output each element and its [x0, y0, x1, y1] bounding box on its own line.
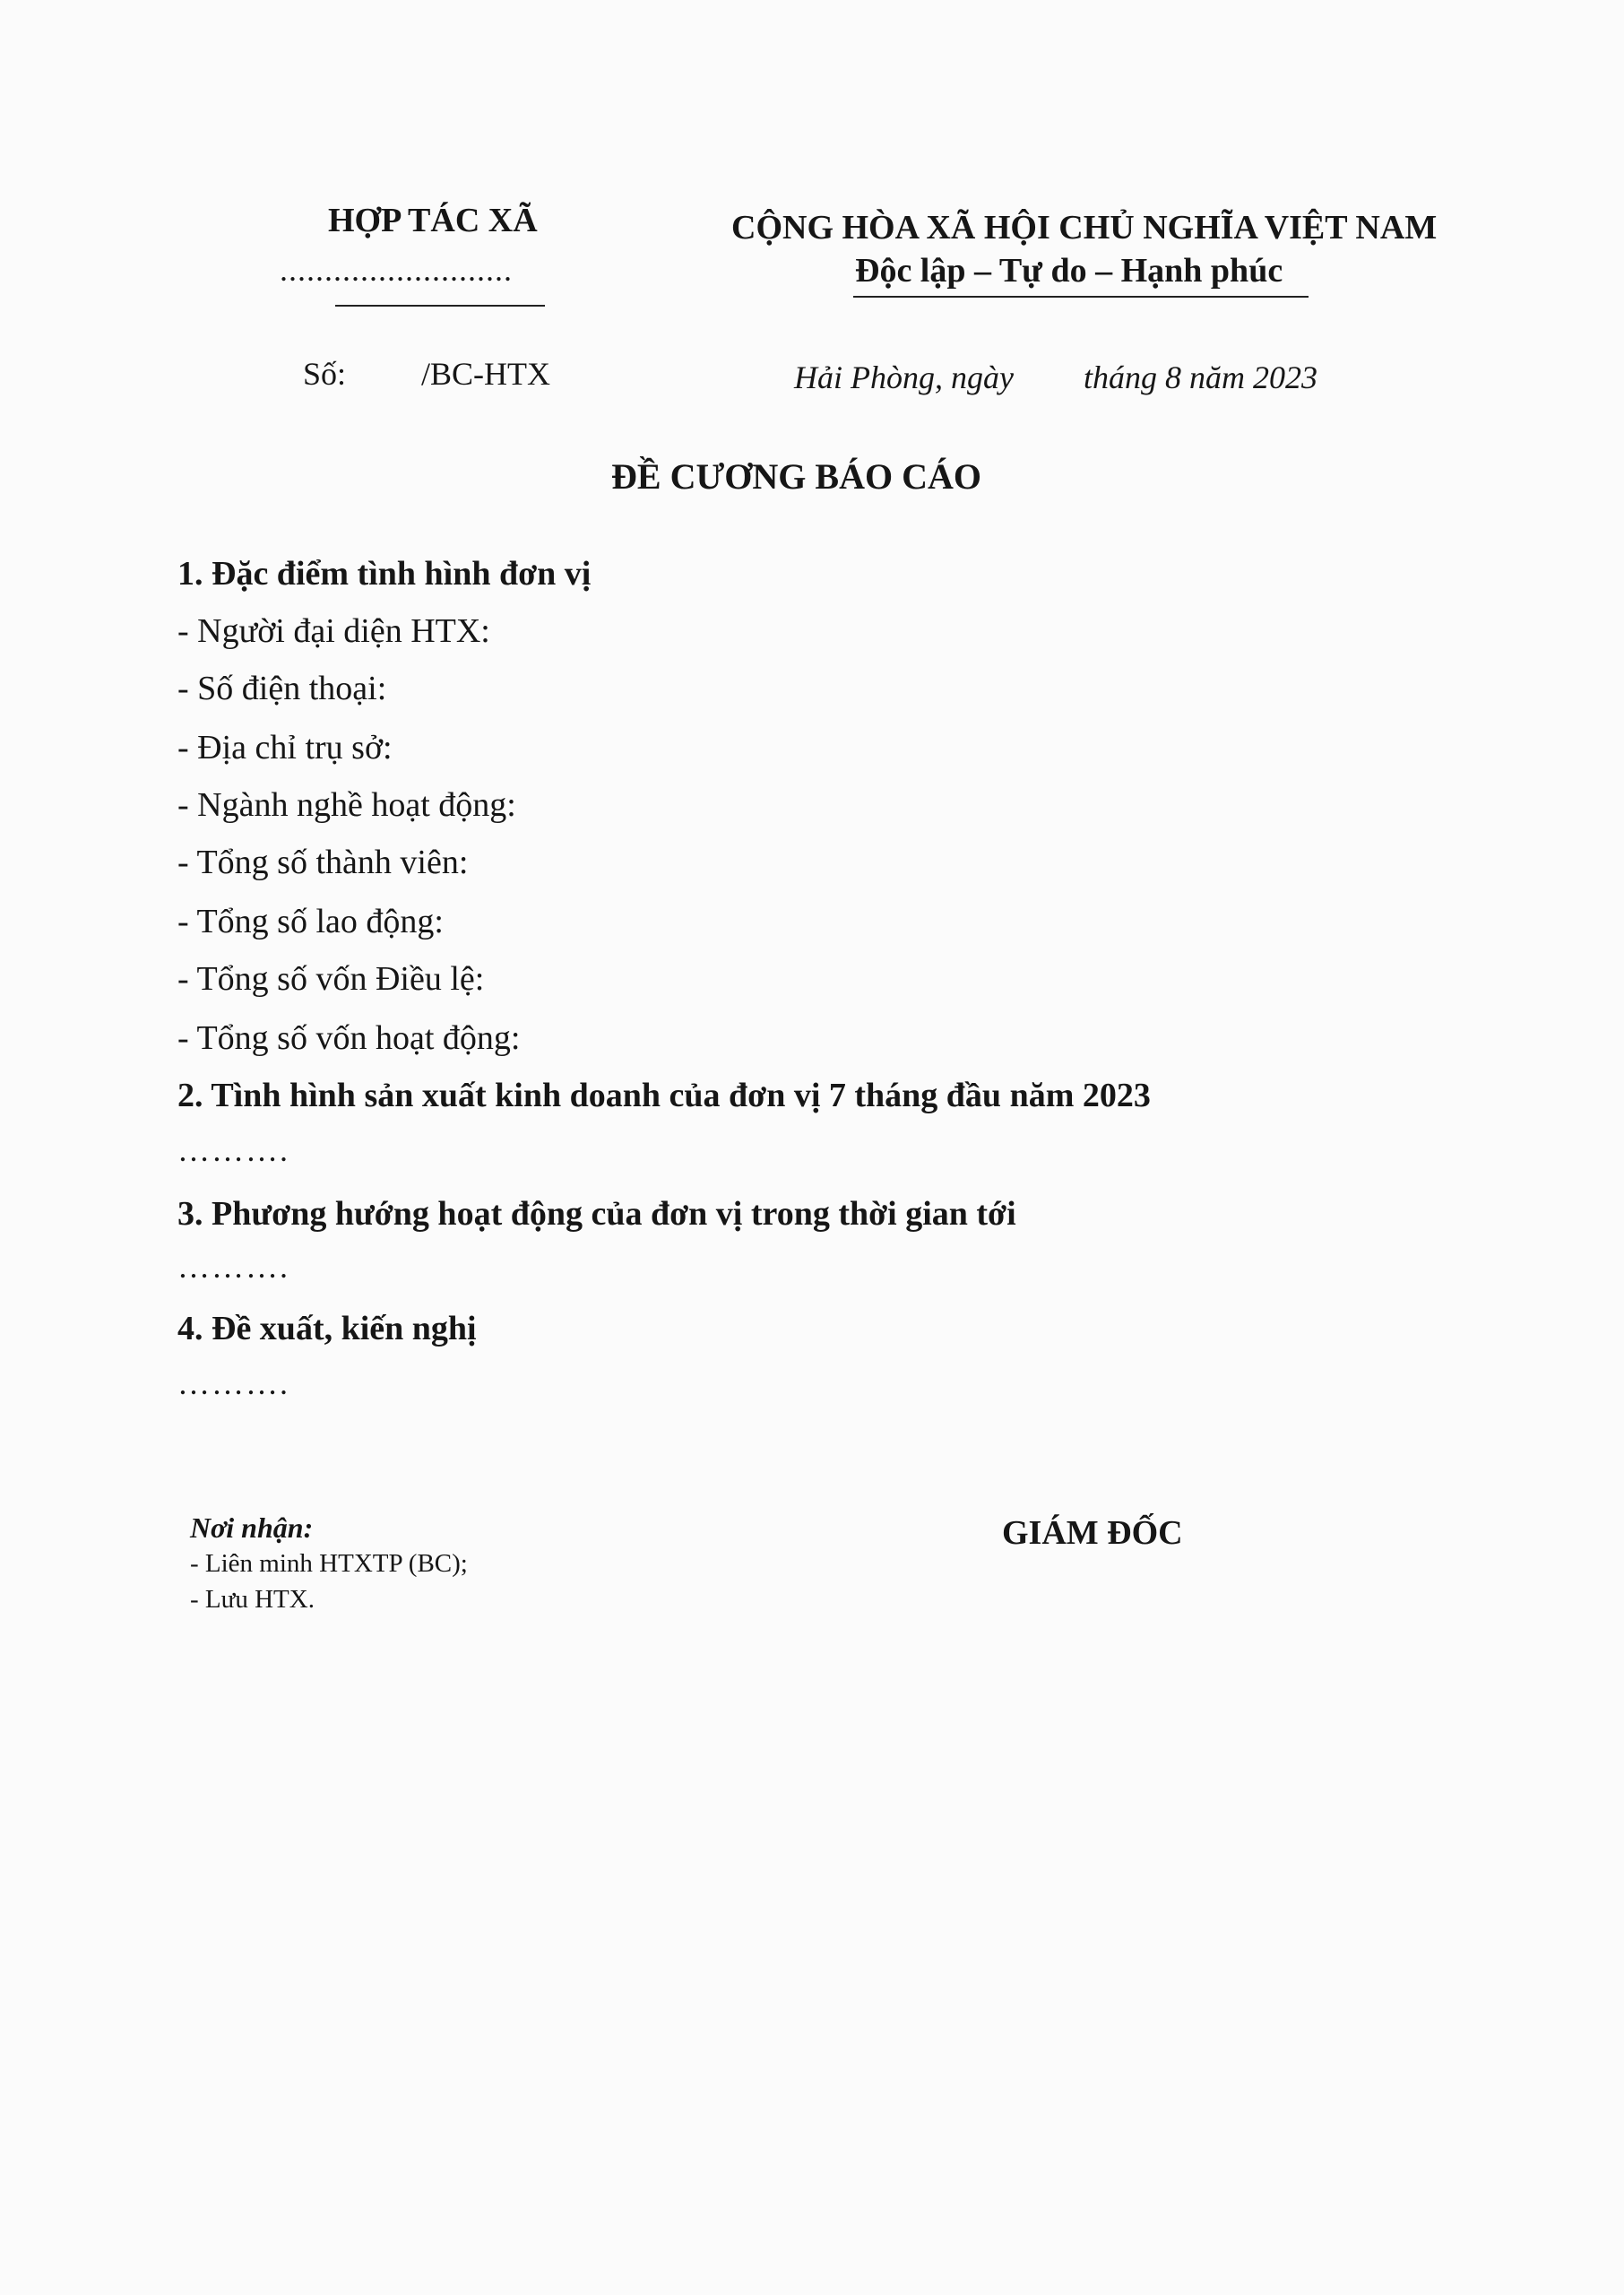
document-date [794, 359, 1317, 396]
list-item: - Tổng số vốn hoạt động: [177, 1019, 521, 1057]
national-motto: Độc lập – Tự do – Hạnh phúc [855, 252, 1283, 290]
section-heading-3: 3. Phương hướng hoạt động của đơn vị trong thời gian tới [177, 1195, 1016, 1233]
section-heading-1: 1. Đặc điểm tình hình đơn vị [177, 555, 592, 593]
motto-underline [853, 296, 1309, 298]
recipients-label: Nơi nhận: [190, 1511, 314, 1544]
document-title: ĐỀ CƯƠNG BÁO CÁO [611, 456, 981, 497]
section-heading-2: 2. Tình hình sản xuất kinh doanh của đơn vị 7 tháng đầu năm 2023 [177, 1077, 1151, 1114]
date-place: Hải Phòng, ngày [794, 359, 1014, 395]
list-item: - Người đại diện HTX: [177, 612, 490, 650]
section-2-placeholder: ………. [177, 1132, 289, 1168]
organization-name: HỢP TÁC XÃ [328, 202, 538, 239]
recipient-item: - Lưu HTX. [190, 1585, 315, 1614]
list-item: - Tổng số lao động: [177, 903, 444, 940]
list-item: - Tổng số vốn Điều lệ: [177, 960, 485, 998]
organization-underline [335, 305, 545, 307]
organization-name-blank: .......................... [280, 252, 513, 288]
list-item: - Số điện thoại: [177, 670, 387, 707]
national-title: CỘNG HÒA XÃ HỘI CHỦ NGHĨA VIỆT NAM [731, 209, 1438, 247]
section-4-placeholder: ………. [177, 1365, 289, 1401]
document-number-label: Số: [303, 356, 347, 392]
section-3-placeholder: ………. [177, 1249, 289, 1285]
list-item: - Tổng số thành viên: [177, 844, 469, 881]
signatory-title: GIÁM ĐỐC [1002, 1514, 1183, 1552]
list-item: - Ngành nghề hoạt động: [177, 786, 516, 824]
recipient-item: - Liên minh HTXTP (BC); [190, 1549, 468, 1578]
date-month-year: tháng 8 năm 2023 [1083, 359, 1317, 395]
section-heading-4: 4. Đề xuất, kiến nghị [177, 1310, 477, 1347]
document-number-suffix: /BC-HTX [421, 356, 551, 392]
document-number [303, 355, 550, 393]
list-item: - Địa chỉ trụ sở: [177, 729, 393, 766]
